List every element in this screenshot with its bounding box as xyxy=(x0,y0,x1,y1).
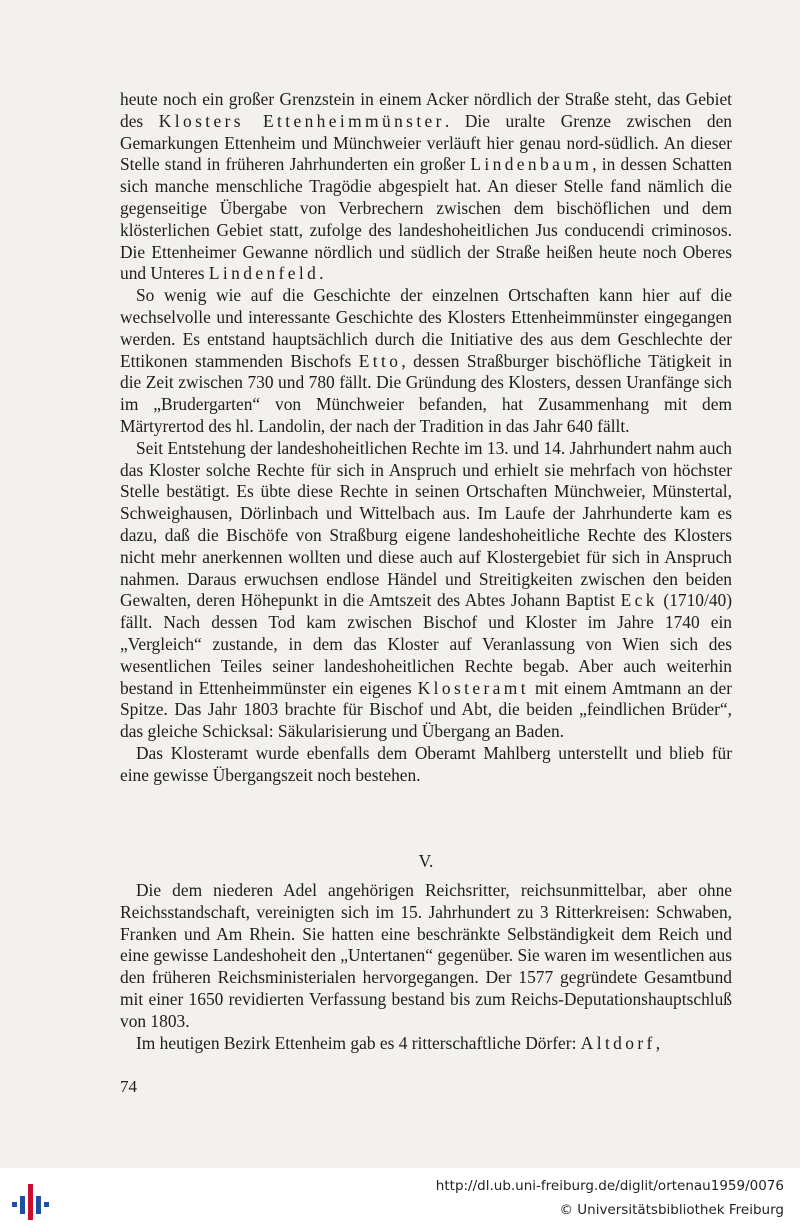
paragraph-text: Die dem niederen Adel angehörigen Reichsritter, reichsunmittelbar, aber ohne Reichsstandschaft, vereinigten sich im 15. Jahrhundert zu 3 Ritterkreisen: Schwaben, Franken und Am Rhein. Sie hatten eine beschränkte Selbständigkeit dem Reich und eine gewisse Landeshoheit den „Untertanen“ gegenüber. Sie waren im wesentlichen aus den früheren Reichsministerialen hervorgegangen. Der 1577 gegründete Gesamtbund mit einer 1650 revidierten Verfassung bestand bis zum Reichs-Deputationshauptschluß von 1803. xyxy=(120,880,732,1031)
spaced-emphasis-text: Klosteramt xyxy=(417,677,529,698)
paragraph-text: So wenig wie auf die Geschichte der einzelnen Ortschaften kann hier auf die wechselvolle und interessante Geschichte des Klosters Ettenheimmünster eingegangen werden. Es entstand hauptsächlich durch die Initiative des aus dem Geschlechte der Ettikonen stammenden Bischofs xyxy=(120,285,732,371)
paragraph-text: . Die uralte Grenze zwischen den Gemarkungen Ettenheim und Münchweier verläuft hier genau nord-südlich. An dieser Stelle stand in früheren Jahrhunderten ein großer xyxy=(120,110,732,175)
paragraph xyxy=(120,880,732,1033)
spaced-emphasis-text: Lindenbaum xyxy=(470,154,593,175)
page-number: 74 xyxy=(120,1077,137,1096)
paragraph-text: (1710/40) fällt. Nach dessen Tod kam zwischen Bischof und Kloster im Jahre 1740 ein „Vergleich“ zustande, in dem das Kloster auf Veranlassung von Wien sich des wesentlichen Teiles seiner landeshoheitlichen Rechte begab. Aber auch weiterhin bestand in Ettenheimmünster ein eigenes xyxy=(120,590,733,698)
source-url-link[interactable]: http://dl.ub.uni-freiburg.de/diglit/ortenau1959/0076 xyxy=(435,1178,784,1194)
paragraph-text: Seit Entstehung der landeshoheitlichen Rechte im 13. und 14. Jahrhundert nahm auch das Kloster solche Rechte für sich in Anspruch und erhielt sie mehrfach von höchster Stelle bestätigt. Es übte diese Rechte in seinen Ortschaften Münchweier, Münstertal, Schweighausen, Dörlinbach und Wittelbach aus. Im Laufe der Jahrhunderte kam es dazu, daß die Bischöfe von Straßburg eigene landeshoheitliche Rechte des Klosters nicht mehr anerkennen wollten und diese auch auf Klostergebiet für sich in Anspruch nahmen. Daraus erwuchsen endlose Händel und Streitigkeiten zwischen den beiden Gewalten, deren Höhepunkt in die Amtszeit des Abtes Johann Baptist xyxy=(120,437,732,611)
paragraph-text: , xyxy=(655,1032,661,1053)
spaced-emphasis-text: Etto xyxy=(358,350,402,371)
paragraph-text: Im heutigen Bezirk Ettenheim gab es 4 ritterschaftliche Dörfer: xyxy=(136,1032,581,1053)
paragraph-text: heute noch ein großer Grenzstein in einem Acker nördlich der Straße steht, das Gebiet des xyxy=(120,89,732,131)
paragraph-text: mit einem Amtmann an der Spitze. Das Jahr 1803 brachte für Bischof und Abt, die beiden „feindlichen Brüder“, das gleiche Schicksal: Säkularisierung und Übergang an Baden. xyxy=(120,677,733,742)
spaced-emphasis-text: Eck xyxy=(620,590,658,611)
paragraph-text: Das Klosteramt wurde ebenfalls dem Oberamt Mahlberg unterstellt und blieb für eine gewisse Übergangszeit noch bestehen. xyxy=(120,742,732,785)
footer xyxy=(0,1168,800,1226)
text-block-section-5 xyxy=(120,880,732,1054)
ub-freiburg-logo-icon xyxy=(10,1180,50,1222)
text-block-section-4-end xyxy=(120,89,732,787)
section-heading: V. xyxy=(418,851,434,871)
paragraph xyxy=(120,743,732,787)
spaced-emphasis-text: Lindenfeld xyxy=(208,263,320,284)
copyright-notice: © Universitätsbibliothek Freiburg xyxy=(559,1202,784,1218)
paragraph-text: . xyxy=(319,263,324,284)
paragraph-text: , in dessen Schatten sich manche menschliche Tragödie abgespielt hat. An dieser Stelle fand nämlich die gegenseitige Übergabe von Verbrechern zwischen dem bischöflichen und dem klösterlichen Gebiet statt, zufolge des landeshoheitlichen Jus conducendi criminosos. Die Ettenheimer Gewanne nördlich und südlich der Straße heißen heute noch Oberes und Unteres xyxy=(120,154,732,284)
paragraph xyxy=(120,1033,732,1055)
paragraph xyxy=(120,285,732,438)
paragraph xyxy=(120,89,732,285)
spaced-emphasis-text: Altdorf xyxy=(580,1032,656,1053)
paragraph-text: , dessen Straßburger bischöfliche Tätigkeit in die Zeit zwischen 730 und 780 fällt. Die Gründung des Klosters, dessen Uranfänge sich im „Brudergarten“ von Münchweier befanden, hat Zusammenhang mit dem Märtyrertod des hl. Landolin, der nach der Tradition in das Jahr 640 fällt. xyxy=(120,350,732,436)
spaced-emphasis-text: Klosters Ettenheimmünster xyxy=(158,110,445,131)
paragraph xyxy=(120,438,732,743)
